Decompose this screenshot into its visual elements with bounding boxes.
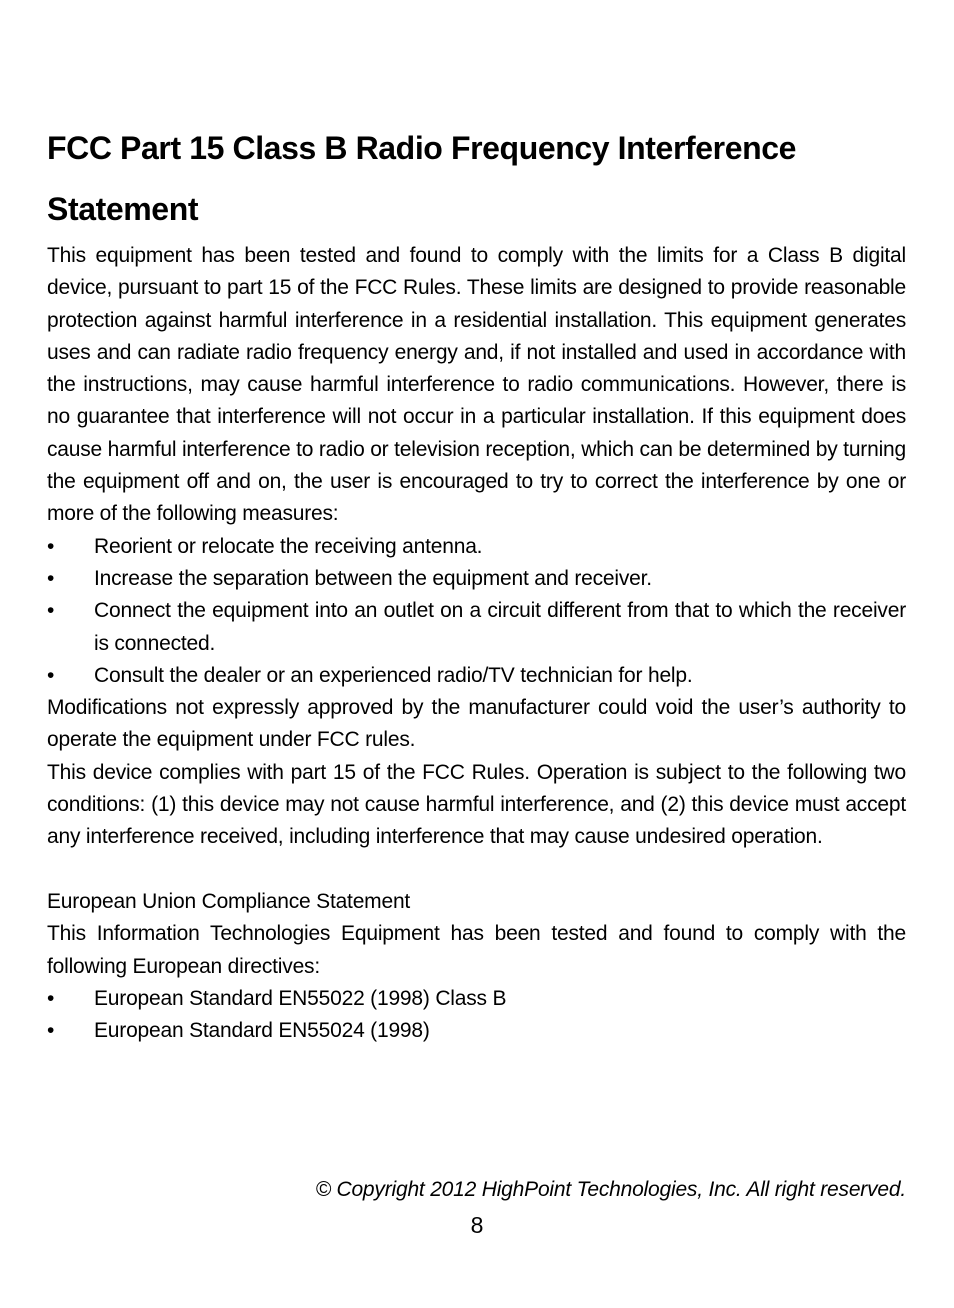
bullet-icon: • [47,1019,55,1043]
list-item [47,563,906,595]
bullet-icon: • [47,663,55,687]
fcc-compliance-paragraph: This device complies with part 15 of the FCC Rules. Operation is subject to the following two conditions: (1) this device may not cause harmful interference, and (2) this device must accept any interference received, including interference that may cause undesired operation. [47,760,906,849]
list-item-text: Consult the dealer or an experienced radio/TV technician for help. [94,663,693,687]
page-title: FCC Part 15 Class B Radio Frequency Interference Statement [47,130,797,227]
list-item [47,1015,906,1047]
eu-standards-list [47,983,906,1048]
list-item-text: European Standard EN55022 (1998) Class B [94,986,507,1010]
bullet-icon: • [47,599,55,623]
copyright-notice: © Copyright 2012 HighPoint Technologies, Inc. All right reserved. [315,1178,906,1201]
list-item-text: European Standard EN55024 (1998) [94,1019,430,1043]
document-page [47,118,906,1047]
bullet-icon: • [47,986,55,1010]
fcc-measures-list [47,531,906,692]
list-item-text: Connect the equipment into an outlet on a circuit different from that to which the receiver is connected. [94,599,906,655]
bullet-icon: • [47,534,55,558]
list-item-text: Increase the separation between the equipment and receiver. [94,566,652,590]
fcc-intro-paragraph: This equipment has been tested and found to comply with the limits for a Class B digital device, pursuant to part 15 of the FCC Rules. These limits are designed to provide reasonable protection against harmful interference in a residential installation. This equipment generates uses and can radiate radio frequency energy and, if not installed and used in accordance with the instructions, may cause harmful interference to radio communications. However, there is no guarantee that interference will not occur in a particular installation. If this equipment does cause harmful interference to radio or television reception, which can be determined by turning the equipment off and on, the user is encouraged to try to correct the interference by one or more of the following measures: [47,244,906,526]
list-item-text: Reorient or relocate the receiving antenna. [94,534,483,558]
list-item [47,595,906,660]
list-item [47,660,906,692]
eu-section-heading: European Union Compliance Statement [47,889,411,913]
fcc-modifications-paragraph: Modifications not expressly approved by the manufacturer could void the user’s authority to operate the equipment under FCC rules. [47,696,906,752]
section-spacer [47,854,906,886]
bullet-icon: • [47,566,55,590]
eu-intro-paragraph: This Information Technologies Equipment has been tested and found to comply with the following European directives: [47,922,906,978]
page-number: 8 [470,1212,484,1238]
list-item [47,531,906,563]
list-item [47,983,906,1015]
